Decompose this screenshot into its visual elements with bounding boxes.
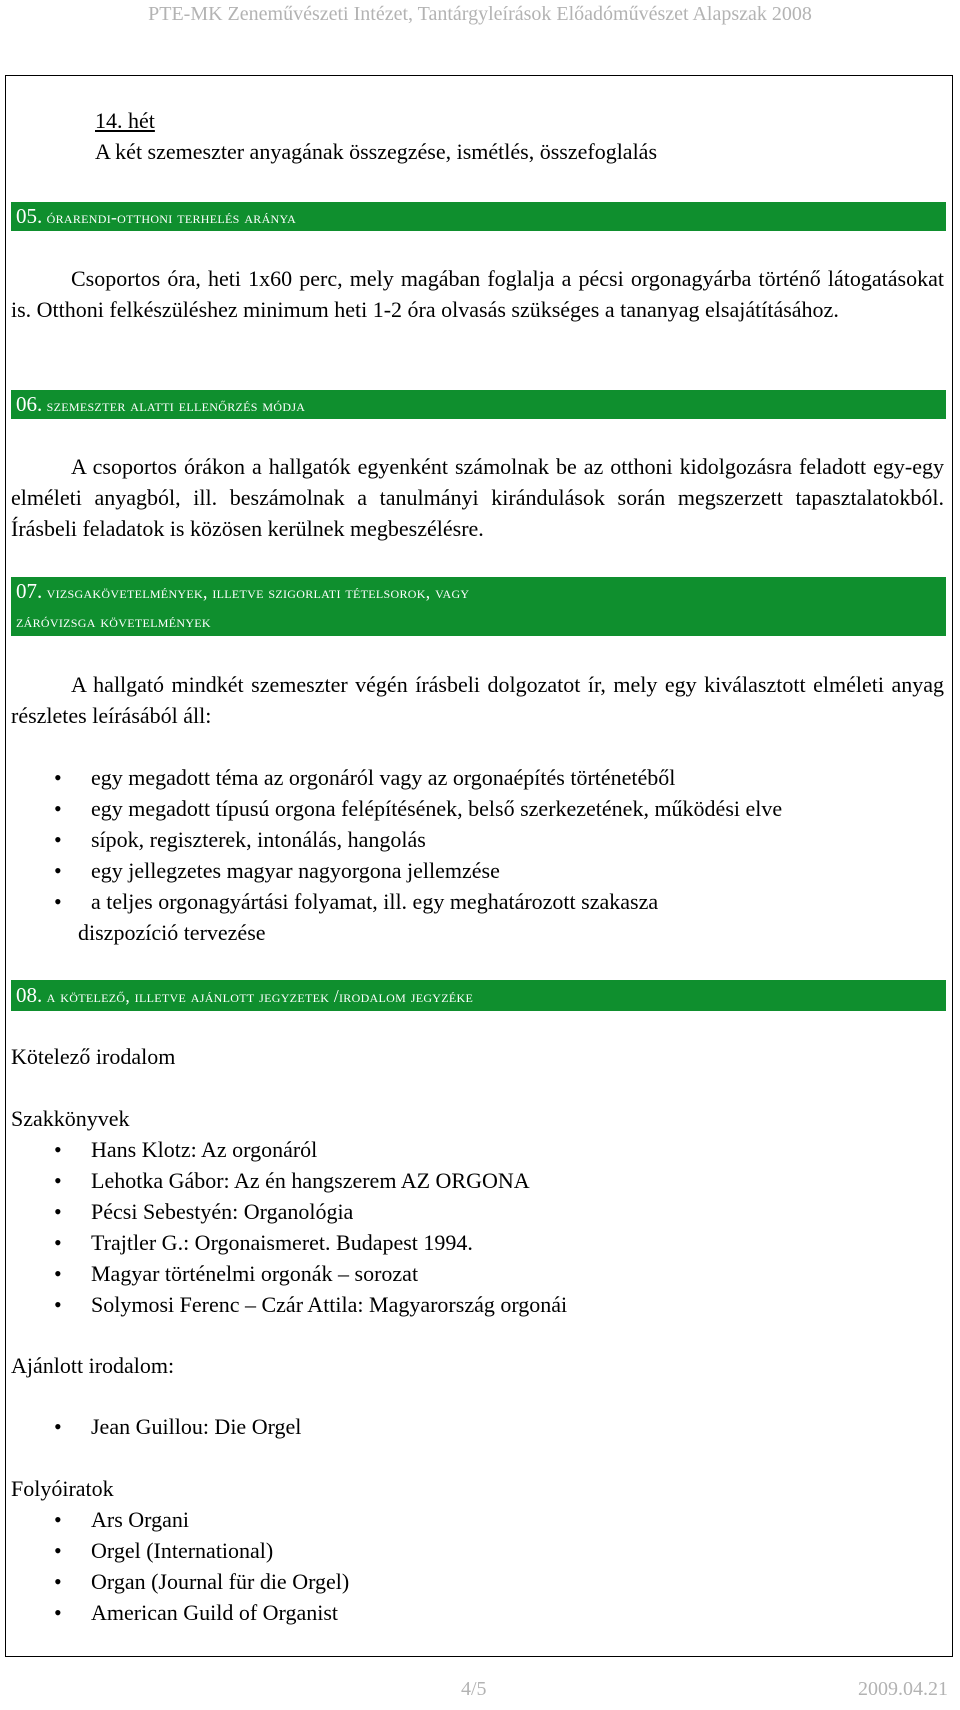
- section-05-number: 05.: [16, 204, 43, 228]
- section-06-title: szemeszter alatti ellenőrzés módja: [46, 395, 306, 415]
- required-literature-label: Kötelező irodalom: [11, 1044, 176, 1069]
- week-label: 14. hét: [95, 108, 155, 133]
- section-08-title: a kötelező, illetve ajánlott jegyzetek /irodalom jegyzéke: [46, 986, 474, 1006]
- week-block: [11, 105, 944, 167]
- list-item: • Trajtler G.: Orgonaismeret. Budapest 1994.: [11, 1227, 944, 1258]
- section-05-title: órarendi-otthoni terhelés aránya: [46, 207, 297, 227]
- journals-label: Folyóiratok: [11, 1476, 114, 1501]
- list-item: • Magyar történelmi orgonák – sorozat: [11, 1258, 944, 1289]
- list-item: • Ars Organi: [11, 1504, 944, 1535]
- books-list: [11, 1134, 944, 1320]
- journals-list: [11, 1504, 944, 1628]
- section-05-body: [11, 263, 944, 325]
- section-05-heading: [11, 202, 946, 231]
- section-07-body: [11, 669, 944, 731]
- list-continuation: diszpozíció tervezése: [78, 920, 266, 945]
- section-06-number: 06.: [16, 392, 43, 416]
- list-item: • egy megadott típusú orgona felépítésének, belső szerkezetének, működési elve: [11, 793, 944, 824]
- list-item: • Jean Guillou: Die Orgel: [11, 1411, 944, 1442]
- section-06-text: A csoportos órákon a hallgatók egyenként számolnak be az otthoni kidolgozásra feladott egy-egy elméleti anyagból, ill. beszámolnak a tanulmányi kirándulások során megszerzett tapasztalatokból. Írásbeli feladatok is közösen kerülnek megbeszélésre.: [11, 454, 944, 541]
- required-literature-label-block: [11, 1041, 944, 1072]
- running-header: PTE-MK Zeneművészeti Intézet, Tantárgyleírások Előadóművészet Alapszak 2008: [148, 3, 812, 25]
- books-label: Szakkönyvek: [11, 1106, 130, 1131]
- section-08-number: 08.: [16, 983, 43, 1007]
- list-item: • egy megadott téma az orgonáról vagy az orgonaépítés történetéből: [11, 762, 944, 793]
- recommended-list-block: [11, 1411, 944, 1442]
- section-06-body: [11, 451, 944, 544]
- list-item: • sípok, regiszterek, intonálás, hangolás: [11, 824, 944, 855]
- list-item: • Orgel (International): [11, 1535, 944, 1566]
- section-07-text: A hallgató mindkét szemeszter végén írásbeli dolgozatot ír, mely egy kiválasztott elméleti anyag részletes leírásából áll:: [11, 672, 944, 728]
- list-item: • American Guild of Organist: [11, 1597, 944, 1628]
- section-07-heading: [11, 577, 946, 636]
- list-item: • Pécsi Sebestyén: Organológia: [11, 1196, 944, 1227]
- page-number: 4/5: [461, 1678, 487, 1700]
- section-07-title-line2: záróvizsga követelmények: [16, 611, 211, 631]
- list-item: • Solymosi Ferenc – Czár Attila: Magyarország orgonái: [11, 1289, 944, 1320]
- list-item: • Hans Klotz: Az orgonáról: [11, 1134, 944, 1165]
- section-05-text: Csoportos óra, heti 1x60 perc, mely magában foglalja a pécsi orgonagyárba történő látogatásokat is. Otthoni felkészüléshez minimum heti 1-2 óra olvasás szükséges a tananyag elsajátításához.: [11, 266, 944, 322]
- list-item: • Organ (Journal für die Orgel): [11, 1566, 944, 1597]
- list-item: • Lehotka Gábor: Az én hangszerem AZ ORGONA: [11, 1165, 944, 1196]
- week-text: A két szemeszter anyagának összegzése, ismétlés, összefoglalás: [95, 139, 658, 164]
- journals-block: [11, 1473, 944, 1628]
- section-06-heading: [11, 390, 946, 419]
- section-07-list-block: [11, 762, 944, 948]
- list-item: • egy jellegzetes magyar nagyorgona jellemzése: [11, 855, 944, 886]
- recommended-list: [11, 1411, 944, 1442]
- exam-topics-list: [11, 762, 944, 917]
- section-08-heading: [11, 980, 946, 1011]
- section-07-title-line1: vizsgakövetelmények, illetve szigorlati tételsorok, vagy: [46, 582, 470, 602]
- list-item: • a teljes orgonagyártási folyamat, ill. egy meghatározott szakasza: [11, 886, 944, 917]
- recommended-literature-label: Ajánlott irodalom:: [11, 1353, 175, 1378]
- books-block: [11, 1103, 944, 1320]
- footer-date: 2009.04.21: [858, 1678, 948, 1700]
- recommended-label-block: [11, 1350, 944, 1381]
- section-07-number: 07.: [16, 579, 43, 603]
